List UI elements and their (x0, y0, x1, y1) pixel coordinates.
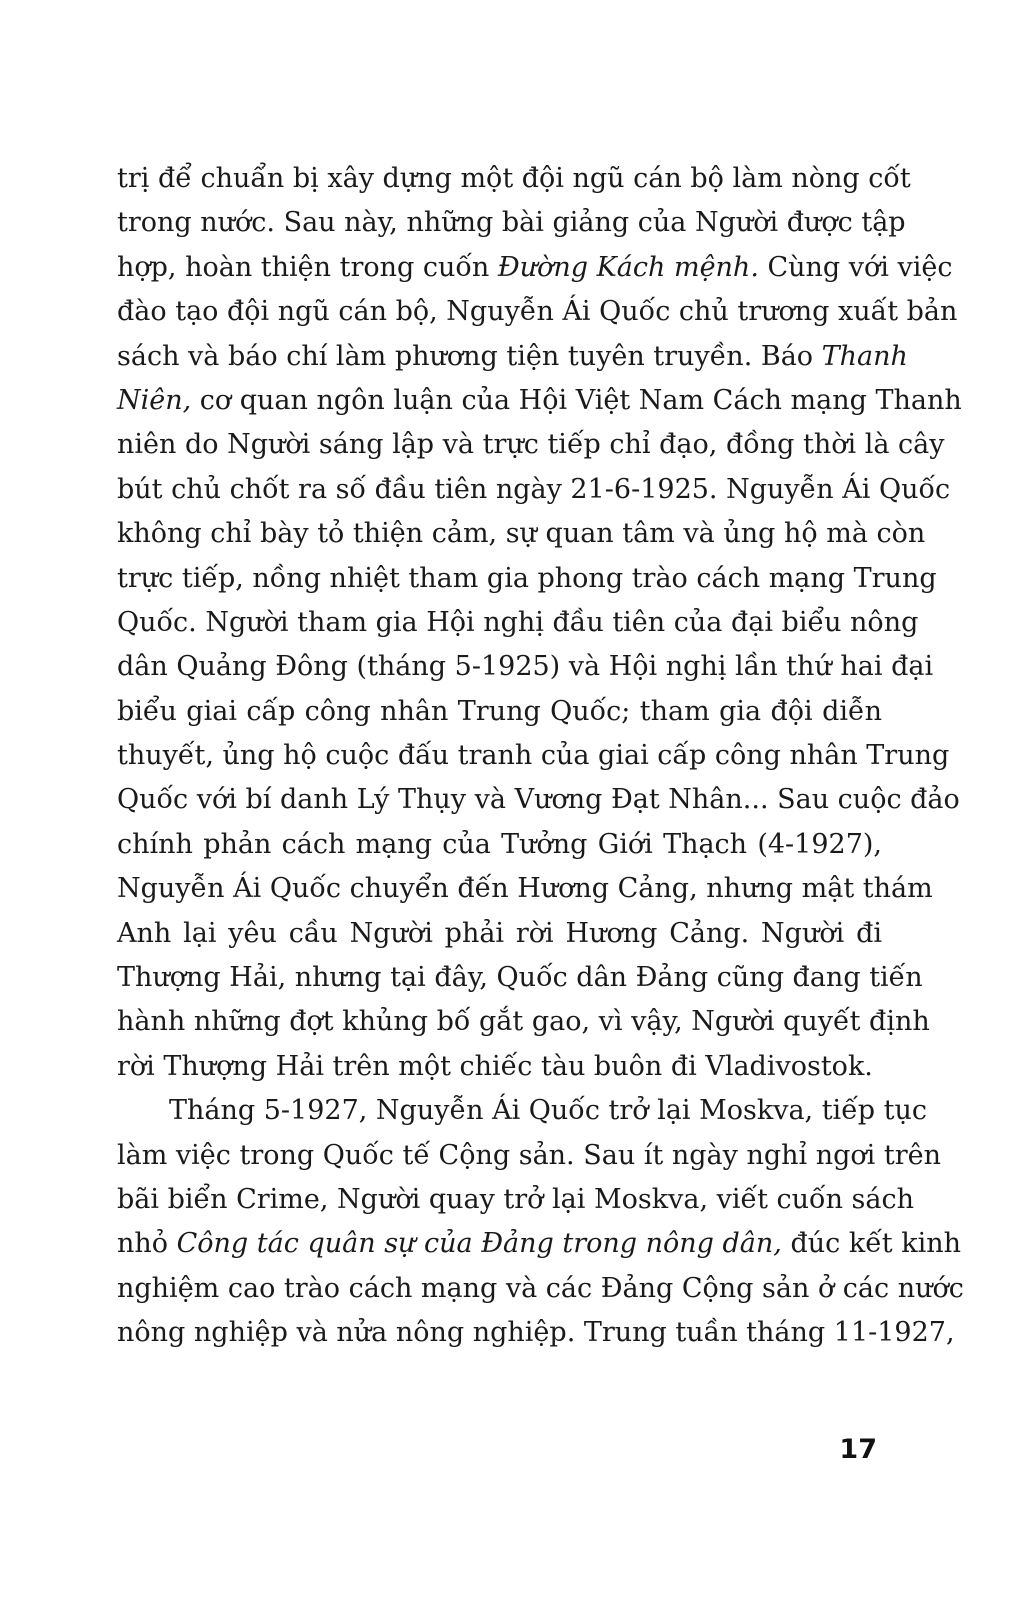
text-line: rời Thượng Hải trên một chiếc tàu buôn đi Vladivostok. (117, 1050, 873, 1082)
text-line: đào tạo đội ngũ cán bộ, Nguyễn Ái Quốc chủ trương xuất bản (117, 296, 958, 328)
text-line: trị để chuẩn bị xây dựng một đội ngũ cán bộ làm nòng cốt (117, 163, 911, 194)
paragraph-2 (117, 1089, 964, 1355)
text-line: niên do Người sáng lập và trực tiếp chỉ đạo, đồng thời là cây (117, 429, 945, 461)
text-run: nhỏ (117, 1228, 177, 1260)
text-line: làm việc trong Quốc tế Cộng sản. Sau ít ngày nghỉ ngơi trên (117, 1139, 942, 1171)
text-line: biểu giai cấp công nhân Trung Quốc; tham gia đội diễn (117, 695, 882, 727)
text-run: đúc kết kinh (781, 1228, 962, 1260)
text-run: Cùng với việc (758, 251, 953, 283)
book-title-italic: Đường Kách mệnh. (497, 251, 759, 283)
text-line (117, 246, 953, 290)
text-line: thuyết, ủng hộ cuộc đấu tranh của giai cấp công nhân Trung (117, 740, 950, 772)
text-line: không chỉ bày tỏ thiện cảm, sự quan tâm và ủng hộ mà còn (117, 518, 926, 550)
text-line: trực tiếp, nồng nhiệt tham gia phong trào cách mạng Trung (117, 562, 937, 594)
text-line: bãi biển Crime, Người quay trở lại Moskva, viết cuốn sách (117, 1183, 915, 1215)
text-line: Anh lại yêu cầu Người phải rời Hương Cảng. Người đi (117, 917, 882, 949)
page-number: 17 (839, 1434, 877, 1465)
book-title-italic: Công tác quân sự của Đảng trong nông dân, (176, 1228, 782, 1260)
text-line: Quốc với bí danh Lý Thụy và Vương Đạt Nhân... Sau cuộc đảo (117, 784, 960, 816)
text-line (117, 335, 908, 379)
text-run: hợp, hoàn thiện trong cuốn (117, 251, 498, 283)
text-line: dân Quảng Đông (tháng 5-1925) và Hội nghị lần thứ hai đại (117, 651, 934, 683)
text-line: Thượng Hải, nhưng tại đây, Quốc dân Đảng cũng đang tiến (117, 962, 923, 994)
text-line: Quốc. Người tham gia Hội nghị đầu tiên của đại biểu nông (117, 606, 919, 638)
text-line: chính phản cách mạng của Tưởng Giới Thạch (4-1927), (117, 828, 882, 860)
text-run: sách và báo chí làm phương tiện tuyên truyền. Báo (117, 340, 822, 372)
text-line: nghiệm cao trào cách mạng và các Đảng Cộng sản ở các nước (117, 1272, 964, 1304)
text-line (117, 1222, 962, 1266)
text-run: cơ quan ngôn luận của Hội Việt Nam Cách mạng Thanh (191, 384, 962, 416)
body-text (117, 157, 964, 1356)
paragraph-1 (117, 157, 962, 1089)
text-line: Tháng 5-1927, Nguyễn Ái Quốc trở lại Moskva, tiếp tục (169, 1095, 928, 1127)
text-line: bút chủ chốt ra số đầu tiên ngày 21-6-1925. Nguyễn Ái Quốc (117, 473, 951, 505)
text-line: trong nước. Sau này, những bài giảng của Người được tập (117, 207, 906, 239)
text-line (117, 379, 962, 423)
text-line: Nguyễn Ái Quốc chuyển đến Hương Cảng, nhưng mật thám (117, 873, 933, 905)
text-line: hành những đợt khủng bố gắt gao, vì vậy, Người quyết định (117, 1006, 930, 1038)
newspaper-title-italic: Thanh (821, 340, 908, 372)
newspaper-title-italic: Niên, (117, 384, 192, 416)
text-line: nông nghiệp và nửa nông nghiệp. Trung tuần tháng 11-1927, (117, 1317, 955, 1349)
